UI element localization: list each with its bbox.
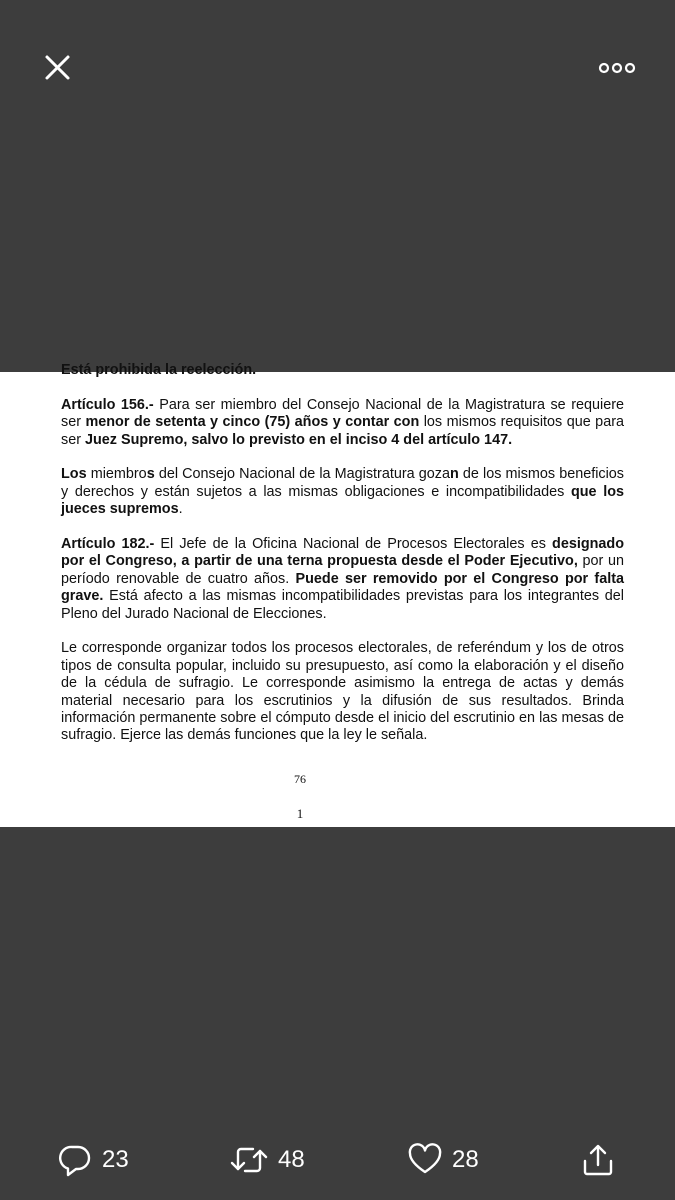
more-options-button[interactable] <box>596 56 638 80</box>
members-text-1: miembro <box>86 466 147 483</box>
functions-paragraph: Le corresponde organizar todos los procesos electorales, de referéndum y los de otros tipos de consulta popular, incluido su presupuesto, así como la elaboración y el diseño de la cédula de sufragio. Le corresponde asimismo la entrega de actas y demás material necesario para los escrutinios y la difusión de sus resultados. Brinda información permanente sobre el cómputo desde el inicio del escrutinio en las mesas de sufragio. Ejerce las demás funciones que la ley le señala. <box>61 640 624 744</box>
members-bold-3: n <box>449 466 459 483</box>
page-number-1: 1 <box>296 806 304 821</box>
article-182-heading: Artículo 182.- <box>61 536 155 552</box>
article-182-text-1: El Jefe de la Oficina Nacional de Procesos Electorales es <box>154 536 553 552</box>
document-image[interactable] <box>0 362 675 827</box>
retweet-count: 48 <box>278 1146 305 1173</box>
article-182-paragraph <box>61 536 624 623</box>
close-button[interactable] <box>38 48 78 88</box>
media-viewer-toolbar <box>0 0 675 140</box>
article-156-text-2: los mismos requisitos que para ser <box>61 414 624 448</box>
close-icon <box>38 48 78 88</box>
heart-icon <box>408 1143 442 1177</box>
article-182-bold-2: Puede ser removido por el Congreso por falta grave. <box>61 570 624 605</box>
more-horizontal-icon <box>596 56 638 80</box>
article-156-bold-1: menor de setenta y cinco (75) años y contar con <box>85 414 420 431</box>
article-156-text-1: Para ser miembro del Consejo Nacional de la Magistratura se requiere ser <box>61 396 624 431</box>
members-bold-2: s <box>146 466 155 483</box>
article-156-bold-2: Juez Supremo, salvo lo previsto en el inciso 4 del artículo 147. <box>85 431 513 448</box>
reply-count: 23 <box>102 1146 129 1173</box>
article-156-heading: Artículo 156.- <box>61 396 154 413</box>
members-text-4: . <box>178 501 183 518</box>
like-button[interactable] <box>408 1142 479 1178</box>
members-text-2: del Consejo Nacional de la Magistratura goza <box>154 466 450 483</box>
tweet-action-bar <box>0 1130 675 1190</box>
article-182-text-3: Está afecto a las mismas incompatibilidades previstas para los integrantes del Pleno del Jurado Nacional de Elecciones. <box>61 588 624 622</box>
members-text-3: de los mismos beneficios y derechos y están sujetos a las mismas obligaciones e incompatibilidades <box>61 466 624 500</box>
share-button[interactable] <box>582 1142 614 1178</box>
article-156-paragraph <box>61 397 624 449</box>
page-number-76: 76 <box>294 772 306 786</box>
reply-icon <box>58 1143 92 1177</box>
retweet-icon <box>230 1143 268 1177</box>
reply-button[interactable] <box>58 1142 129 1178</box>
members-bold-4: que los jueces supremos <box>61 483 624 518</box>
document-text <box>61 362 625 762</box>
like-count: 28 <box>452 1146 479 1173</box>
members-paragraph <box>61 466 624 518</box>
members-bold-1: Los <box>61 466 87 483</box>
article-182-text-2: por un período renovable de cuatro años. <box>61 553 625 587</box>
article-182-bold-1: designado por el Congreso, a partir de una terna propuesta desde el Poder Ejecutivo, <box>61 536 624 570</box>
cut-top-line: Está prohibida la reelección. <box>61 362 257 378</box>
retweet-button[interactable] <box>230 1142 305 1178</box>
share-icon <box>582 1143 614 1177</box>
